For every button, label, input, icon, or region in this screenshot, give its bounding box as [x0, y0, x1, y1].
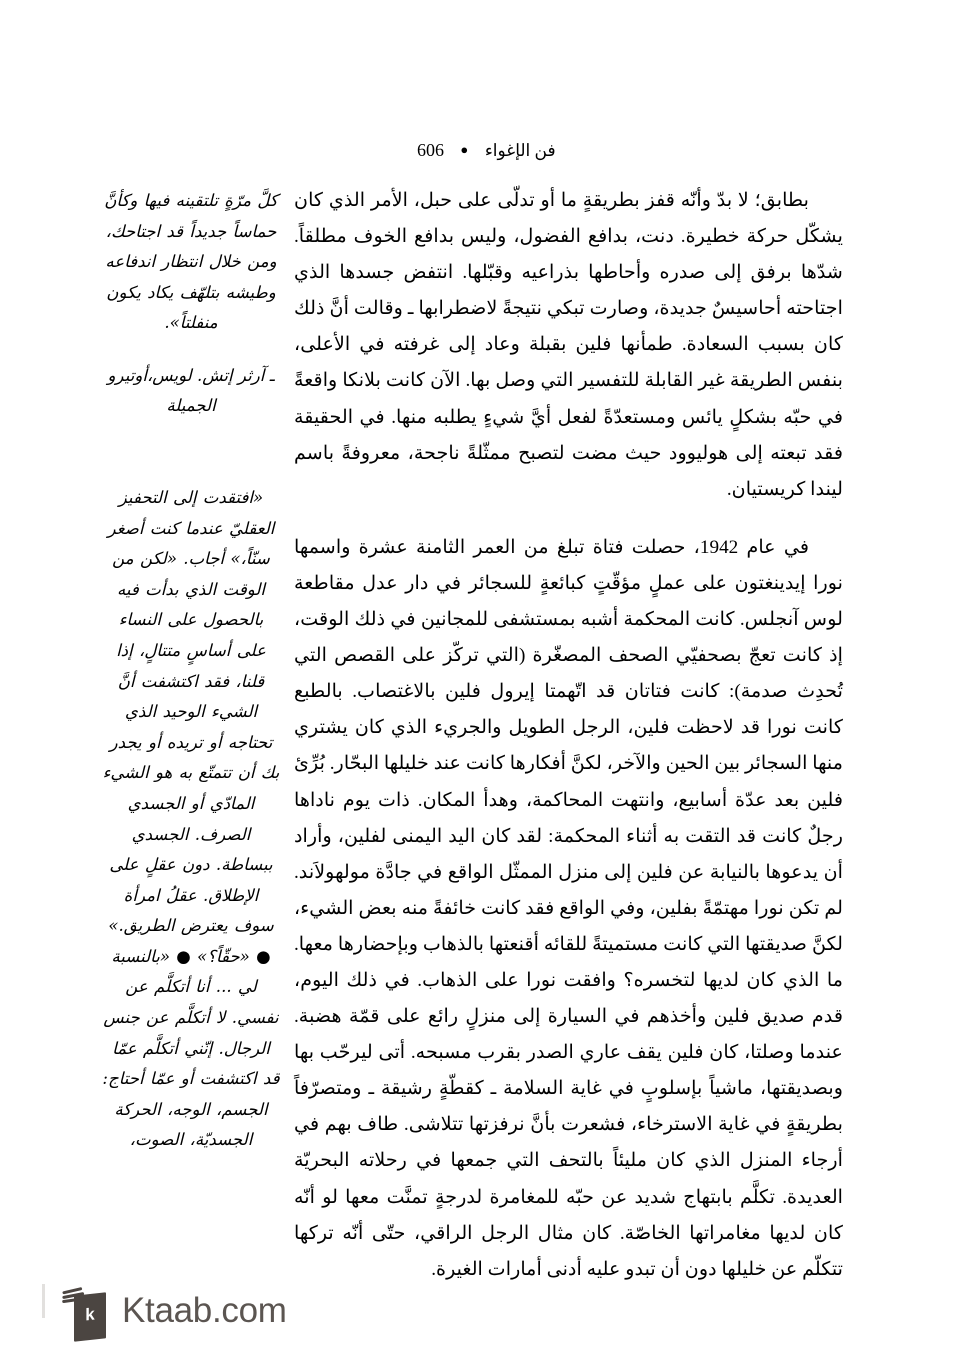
margin-note-2-text: «افتقدت إلى التحفيز العقليّ عندما كنت أصغر سنّاً،» أجاب. «لكن من الوقت الذي بدأت فيه بالحصول على النساء على أساسٍ متتالٍ، إذا قلنا، فقد اكتشفت أنَّ الشيء الوحيد الذي تحتاجه أو تريده أو يجدر بك أن تتمتّع به هو الشيء المادّي أو الجسدي الصرف. الجسدي ببساطة. دون عقلٍ على الإطلاق. عقلُ امرأة سوف يعترض الطريق.» ● «حقّاً؟» ● «بالنسبة لي ... أنا أتكلَّم عن نفسي. لا أتكلَّم عن جنس الرجال. إنّني أتكلَّم عمّا قد اكتشفت أو عمّا أحتاج: الجسم، الوجه، الحركة الجسديّة، الصوت، [102, 487, 280, 1150]
margin-notes-column [102, 183, 280, 1243]
body-paragraph-2: في عام 1942، حصلت فتاة تبلغ من العمر الثامنة عشرة واسمها نورا إيدينغتون على عملٍ مؤقّتٍ كبائعةٍ للسجائر في دار عدل مقاطعة لوس آنجلس. كانت المحكمة أشبه بمستشفى للمجانين في ذلك الوقت، إذ كانت تعجّ بصحفيّي الصحف المصغّرة (التي تركّز على القصص التي تُحدِث صدمة): كانت فتاتان قد اتّهمتا إيرول فلين بالاغتصاب. بالطبع كانت نورا قد لاحظت فلين، الرجل الطويل والجريء الذي كان يشتري منها السجائر بين الحين والآخر، لكنَّ أفكارها كانت عند خليلها البحّار. بُرِّئ فلين بعد عدّة أسابيع، وانتهت المحاكمة، وهدأ المكان. ذات يوم ناداها رجلٌ كانت قد التقت به أثناء المحكمة: لقد كان اليد اليمنى لفلين، وأراد أن يدعوها بالنيابة عن فلين إلى منزل الممثّل الواقع في جادَّة مولهولاَند. لم تكن نورا مهتمّةً بفلين، وفي الواقع فقد كانت خائفةً منه بعض الشيء، لكنَّ صديقتها التي كانت مستميتةً للقائه أقنعتها بالذهاب وبإحضارها معها. ما الذي كان لديها لتخسره؟ وافقت نورا على الذهاب. في ذلك اليوم، قدم صديق فلين وأخذهم في السيارة إلى منزلٍ رائع على قمّة هضبة. عندما وصلتا، كان فلين يقف عاري الصدر بقرب مسبحه. أتى ليرحّب بها وبصديقتها، ماشياً بإسلوبٍ في غاية السلامة ـ كقطّةٍ رشيقة ـ ومتصرّفاً بطريقةٍ في غاية الاسترخاء، فشعرت بأنَّ نرفزتها تتلاشى. طاف بهم في أرجاء المنزل الذي كان مليئاً بالتحف التي جمعها في رحلاته البحريّة العديدة. تكلَّم بابتهاج شديد عن حبّه للمغامرة لدرجةٍ تمنَّت معها لو أنّه كان لديها مغامراتها الخاصّة. كان مثال الرجل الراقي، حتّى أنّه تركها تتكلّم عن خليلها دون أن تبدو عليه أدنى أمارات الغيرة. [294, 536, 843, 1280]
page-edge-mark [42, 1284, 45, 1318]
body-text-column [280, 183, 843, 1280]
body-paragraph-1: بطابق؛ لا بدّ وأنّه قفز بطريقةٍ ما أو تدلّى على حبل، الأمر الذي كان يشكّل حركة خطيرة. دنت، بدافع الفضول، وليس بدافع الخوف مطلقاً. شدّها برفق إلى صدره وأحاطها بذراعيه وقبّلها. انتفض جسدها الذي اجتاحته أحاسيسٌ جديدة، وصارت تبكي نتيجةً لاضطرابها ـ وقالت أنَّ ذلك كان بسبب السعادة. طمأنها فلين بقبلة وعاد إلى غرفته في الأعلى، بنفس الطريقة غير القابلة للتفسير التي وصل بها. الآن كانت بلانكا واقعةً في حبّه بشكلٍ يائس ومستعدّةً لفعل أيَّ شيءٍ يطلبه منها. في الحقيقة فقد تبعته إلى هوليوود حيث مضت لتصبح ممثّلةً ناجحة، معروفةً باسم ليندا كريستيان. [294, 190, 843, 500]
open-book-icon [62, 1282, 108, 1340]
running-head [417, 140, 837, 161]
running-head-inner [417, 140, 556, 161]
watermark-logo-letter: k [85, 1304, 95, 1325]
margin-note-1-text: كلَّ مرّةٍ تلتقينه فيها وكأنَّ حماساً جديداً قد اجتاحك، ومن خلال انتظار اندفاعه وطيشه بتلهّف يكاد يكون منفلتاً». [104, 191, 278, 333]
book-cover-icon [74, 1292, 106, 1341]
margin-note-1-attribution: ـ آرثر إتش. لويس،أوتيرو الجميلة [107, 365, 275, 415]
watermark [62, 1282, 287, 1340]
page-number: 606 [417, 140, 444, 160]
page-content [90, 183, 843, 1280]
bullet-separator-icon: ● [460, 142, 469, 157]
running-head-book-title: فن الإغواء [484, 141, 556, 160]
watermark-label: Ktaab.com [122, 1291, 287, 1330]
